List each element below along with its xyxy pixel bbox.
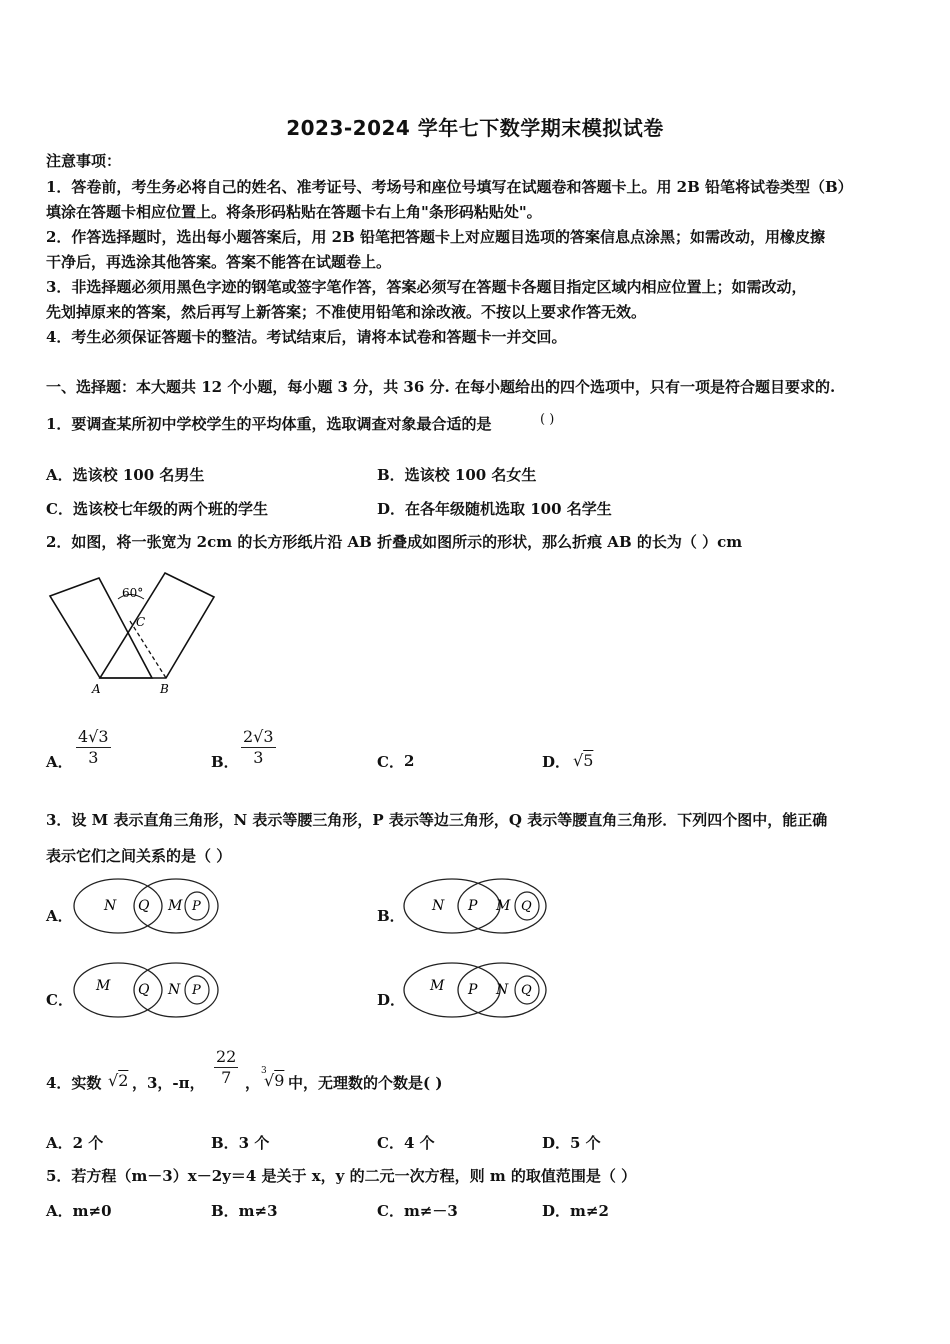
svg-text:Q: Q <box>138 898 150 914</box>
point-b-label: B <box>160 682 169 696</box>
q5-stem: 5．若方程（m－3）x－2y＝4 是关于 x，y 的二元一次方程，则 m 的取值范围是（ ） <box>46 1167 637 1185</box>
point-c-label: C <box>136 615 146 629</box>
q2-option-d-value: √5 <box>573 751 594 770</box>
q4-option-c[interactable]: C．4 个 <box>377 1134 435 1152</box>
notice-line: 干净后，再选涂其他答案。答案不能答在试题卷上。 <box>46 253 392 271</box>
svg-text:P: P <box>468 982 478 998</box>
q3-option-d-label[interactable]: D． <box>377 991 406 1009</box>
q2-stem: 2．如图，将一张宽为 2cm 的长方形纸片沿 AB 折叠成如图所示的形状，那么折痕 AB 的长为（ ）cm <box>46 533 743 551</box>
svg-text:N: N <box>432 898 445 914</box>
q1-bracket: ( ) <box>540 412 555 427</box>
q1-option-d[interactable]: D．在各年级随机选取 100 名学生 <box>377 500 612 518</box>
notice-line: 2．作答选择题时，选出每小题答案后，用 2B 铅笔把答题卡上对应题目选项的答案信息点涂黑；如需改动，用橡皮擦 <box>46 228 826 246</box>
notice-line: 先划掉原来的答案，然后再写上新答案；不准使用铅笔和涂改液。不按以上要求作答无效。 <box>46 303 647 321</box>
q2-fold-figure <box>44 566 224 700</box>
svg-text:N: N <box>496 982 509 998</box>
point-a-label: A <box>92 682 101 696</box>
q4-option-a[interactable]: A．2 个 <box>46 1134 104 1152</box>
right-strip <box>100 573 214 678</box>
q2-option-a-label[interactable]: A． <box>46 753 73 771</box>
angle-label: 60° <box>122 586 144 600</box>
svg-text:N: N <box>104 898 117 914</box>
q2-option-d-label[interactable]: D． <box>542 753 571 771</box>
svg-text:P: P <box>468 898 478 914</box>
q4-prefix: 4．实数 <box>46 1074 102 1092</box>
q4-option-b[interactable]: B．3 个 <box>211 1134 270 1152</box>
notice-line: 3．非选择题必须用黑色字迹的钢笔或签字笔作答，答案必须写在答题卡各题目指定区域内相应位置上；如需改动， <box>46 278 807 296</box>
q3-venn-c <box>72 960 222 1022</box>
svg-text:M: M <box>168 898 183 914</box>
q5-option-a[interactable]: A．m≠0 <box>46 1202 112 1220</box>
q2-a-numerator: 4√3 <box>78 727 109 746</box>
q4-cbrt: √9 <box>264 1071 285 1090</box>
q4-sep2: ， <box>245 1074 261 1092</box>
q2-option-b-label[interactable]: B． <box>211 753 239 771</box>
q4-sep1: ，3，-π， <box>132 1074 205 1092</box>
page-title: 2023-2024 学年七下数学期末模拟试卷 <box>286 116 664 140</box>
q3-option-b-label[interactable]: B． <box>377 907 405 925</box>
q2-option-c-label[interactable]: C． <box>377 753 404 771</box>
q5-option-c[interactable]: C．m≠－3 <box>377 1202 458 1220</box>
q1-option-b[interactable]: B．选该校 100 名女生 <box>377 466 537 484</box>
q3-option-c-label[interactable]: C． <box>46 991 73 1009</box>
q3-stem-cont: 表示它们之间关系的是（ ） <box>46 847 232 865</box>
q3-stem: 3．设 M 表示直角三角形，N 表示等腰三角形，P 表示等边三角形，Q 表示等腰直角三角形．下列四个图中，能正确 <box>46 811 828 829</box>
svg-text:M: M <box>96 978 111 994</box>
q4-frac-denominator: 7 <box>221 1068 232 1087</box>
svg-text:Q: Q <box>521 983 532 998</box>
svg-text:Q: Q <box>138 982 150 998</box>
q3-venn-b <box>402 876 552 938</box>
q2-b-numerator: 2√3 <box>243 727 274 746</box>
q4-cbrt-index: 3 <box>261 1066 267 1076</box>
q1-option-c[interactable]: C．选该校七年级的两个班的学生 <box>46 500 268 518</box>
q4-suffix: 中，无理数的个数是( ) <box>288 1074 443 1092</box>
q3-option-a-label[interactable]: A． <box>46 907 73 925</box>
notice-heading: 注意事项： <box>46 152 122 170</box>
q2-a-denominator: 3 <box>88 748 99 767</box>
q2-option-c-value: 2 <box>404 752 415 770</box>
q1-option-a[interactable]: A．选该校 100 名男生 <box>46 466 205 484</box>
q2-option-a-value <box>76 727 111 768</box>
q5-option-d[interactable]: D．m≠2 <box>542 1202 609 1220</box>
notice-line: 1．答卷前，考生务必将自己的姓名、准考证号、考场号和座位号填写在试题卷和答题卡上。用 2B 铅笔将试卷类型（B） <box>46 178 853 196</box>
q3-venn-a <box>72 876 222 938</box>
notice-line: 4．考生必须保证答题卡的整洁。考试结束后，请将本试卷和答题卡一并交回。 <box>46 328 567 346</box>
q4-option-d[interactable]: D．5 个 <box>542 1134 601 1152</box>
svg-text:P: P <box>192 983 201 998</box>
q2-b-denominator: 3 <box>253 748 264 767</box>
q1-stem: 1．要调查某所初中学校学生的平均体重，选取调查对象最合适的是 <box>46 415 492 433</box>
q2-d-radicand: 5 <box>583 751 594 770</box>
q5-option-b[interactable]: B．m≠3 <box>211 1202 278 1220</box>
q4-fraction <box>214 1047 238 1088</box>
svg-text:M: M <box>496 898 511 914</box>
svg-text:M: M <box>430 978 445 994</box>
q3-venn-d <box>402 960 552 1022</box>
svg-text:N: N <box>168 982 181 998</box>
section-heading: 一、选择题：本大题共 12 个小题，每小题 3 分，共 36 分. 在每小题给出的四个选项中，只有一项是符合题目要求的. <box>46 378 836 396</box>
q4-sqrt2: √2 <box>108 1071 129 1090</box>
notice-line: 填涂在答题卡相应位置上。将条形码粘贴在答题卡右上角"条形码粘贴处"。 <box>46 203 542 221</box>
svg-text:P: P <box>192 899 201 914</box>
svg-text:Q: Q <box>521 899 532 914</box>
q4-frac-numerator: 22 <box>216 1047 237 1066</box>
q2-option-b-value <box>241 727 276 768</box>
